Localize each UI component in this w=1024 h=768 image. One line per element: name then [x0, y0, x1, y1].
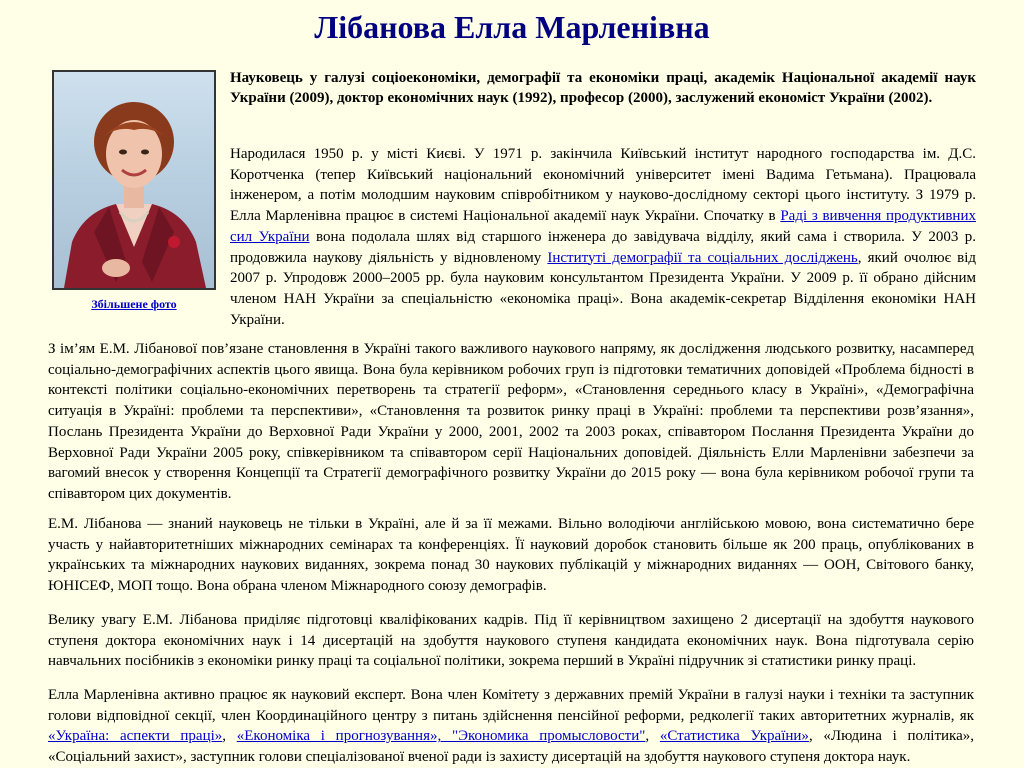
expert-text-2: , «Людина і політика», «Соціальний захист», заступник голови спеціалізованої вченої ради із захисту дисертацій на здобуття наукового ступеня доктора наук. — [48, 728, 975, 766]
institute-demography-link[interactable]: Інституті демографії та соціальних досліджень — [547, 249, 858, 266]
expert-separator-1: , — [222, 728, 237, 745]
journal-ukraine-labor-link[interactable]: «Україна: аспекти праці» — [48, 728, 223, 745]
portrait-photo[interactable] — [52, 70, 216, 290]
research-paragraph: З ім’ям Е.М. Лібанової пов’язане становлення в Україні такого важливого наукового напряму, як дослідження людського розвитку, насамперед соціально-демографічних аспектів цього явища. Вона була керівником робочих груп із підготовки тематичних доповідей «Проблема бідності в контексті політики соціально-економічних перетворень та стратегії реформ», «Становлення середнього класу в Україні», «Демографічна ситуація в Україні: проблеми та перспективи», «Становлення та розвиток ринку праці в Україні: проблеми та перспективи розв’язання», Послань Президента України до Верховної Ради України у 2000, 2001, 2002 та 2003 роках, співавтором Послання Президента України до Верховної Ради України 2005 року, співкерівником та співавтором серії Національних доповідей. Діяльність Елли Марленівни забезпечи за вагомий внесок у створення Концепції та Стратегії демографічного розвитку України до 2015 року — вона була керівником робочої групи та співавтором цих документів. — [48, 341, 974, 502]
council-productive-forces-link[interactable]: Раді з вивчення продуктивних сил України — [230, 208, 976, 245]
journal-statistics-ukraine-link[interactable]: «Статистика України» — [659, 728, 809, 745]
page-title: Лібанова Елла Марленівна — [314, 9, 710, 45]
biography-paragraph — [230, 144, 976, 330]
expert-text-1: Елла Марленівна активно працює як науковий експерт. Вона член Комітету з державних премій України в галузі науки і техніки та заступник голови відповідної секції, член Координаційного центру з питань здійснення пенсійної реформи, редколегії таких авторитетних журналів, як — [48, 687, 974, 724]
bio-text-2: вона подолала шлях від старшого інженера до завідувача відділу, який сама і створила. У 2003 р. продовжила наукову діяльність у відновленому — [230, 228, 976, 266]
bio-text-1: Народилася 1950 р. у місті Києві. У 1971 р. закінчила Київський інститут народного господарства ім. Д.С. Коротченка (тепер Київський національний економічний університет імені Вадима Гетьмана). Працювала інженером, а потім молодшим науковим співробітником у науково-дослідному секторі цього інституту. З 1979 р. Елла Марленівна працює в системі Національної академії наук України. Спочатку в — [230, 146, 976, 225]
international-paragraph: Е.М. Лібанова — знаний науковець не тільки в Україні, але й за її межами. Вільно володіючи англійською мовою, вона систематично бере участь у найавторитетніших міжнародних семінарах та конференціях. Її науковий доробок становить більше як 200 праць, опублікованих в українських та міжнародних наукових виданнях, зокрема понад 30 наукових публікацій у міжнародних виданнях — ООН, Світового банку, ЮНІСЕФ, МОП тощо. Вона обрана членом Міжнародного союзу демографів. — [48, 516, 974, 595]
training-paragraph: Велику увагу Е.М. Лібанова приділяє підготовці кваліфікованих кадрів. Під її керівництвом захищено 2 дисертації на здобуття наукового ступеня доктора економічних наук і 14 дисертацій на здобуття наукового ступеня кандидата економічних наук. Вона підготувала серію навчальних посібників з економіки ринку праці та соціальної політики, зокрема перший в Україні підручник зі статистики ринку праці. — [48, 612, 974, 670]
bio-text-3: , який очолює від 2007 р. Упродовж 2000–2005 рр. була науковим консультантом Президента України. У 2009 р. її обрано дійсним членом НАН України за спеціальністю «економіка праці». Вона академік-секретар Відділення економіки НАН України. — [230, 249, 977, 328]
portrait-illustration — [54, 72, 214, 288]
lead-summary: Науковець у галузі соціоекономіки, демографії та економіки праці, академік Національної академії наук України (2009), доктор економічних наук (1992), професор (2000), заслужений економіст України (2002). — [230, 70, 976, 106]
expert-paragraph — [48, 685, 974, 768]
enlarged-photo-link[interactable]: Збільшене фото — [91, 297, 177, 311]
photo-block — [52, 70, 216, 313]
journal-economics-forecasting-link[interactable]: «Економіка і прогнозування», "Экономика промысловости" — [236, 728, 646, 745]
expert-separator-2: , — [645, 728, 660, 745]
